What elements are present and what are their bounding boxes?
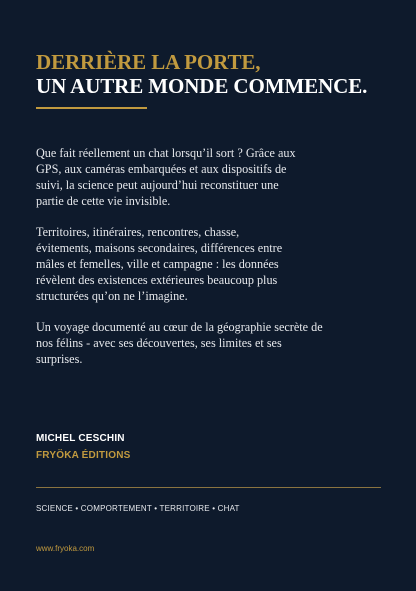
headline-line-2: UN AUTRE MONDE COMMENCE. [36, 74, 368, 98]
blurb-line: nos félins - avec ses découvertes, ses limites et ses [36, 336, 282, 350]
blurb-line: Que fait réellement un chat lorsqu’il sort ? Grâce aux [36, 146, 296, 160]
footer-divider [36, 487, 381, 488]
publisher-website: www.fryoka.com [36, 544, 95, 553]
blurb-line: évitements, maisons secondaires, différences entre [36, 241, 283, 255]
blurb-paragraph-1 [36, 145, 336, 209]
blurb-line: partie de cette vie invisible. [36, 194, 171, 208]
blurb-line: mâles et femelles, ville et campagne : les données [36, 257, 279, 271]
headline-line-1: DERRIÈRE LA PORTE, [36, 50, 261, 74]
author-name: MICHEL CESCHIN [36, 433, 125, 444]
blurb-line: surprises. [36, 352, 83, 366]
subject-tags: SCIENCE • COMPORTEMENT • TERRITOIRE • CHAT [36, 504, 240, 513]
blurb-paragraph-2 [36, 224, 336, 304]
headline [36, 50, 367, 98]
blurb-line: structurées qu’on ne l’imagine. [36, 289, 188, 303]
blurb-line: révèlent des existences extérieures beaucoup plus [36, 273, 278, 287]
publisher-name: FRYÖKA ÉDITIONS [36, 450, 131, 461]
blurb-line: suivi, la science peut aujourd’hui reconstituer une [36, 178, 279, 192]
blurb-paragraph-3 [36, 319, 336, 367]
title-divider [36, 107, 147, 109]
blurb-line: Un voyage documenté au cœur de la géographie secrète de [36, 320, 323, 334]
blurb-line: GPS, aux caméras embarquées et aux dispositifs de [36, 162, 287, 176]
blurb-line: Territoires, itinéraires, rencontres, chasse, [36, 225, 240, 239]
blurb [36, 145, 336, 382]
